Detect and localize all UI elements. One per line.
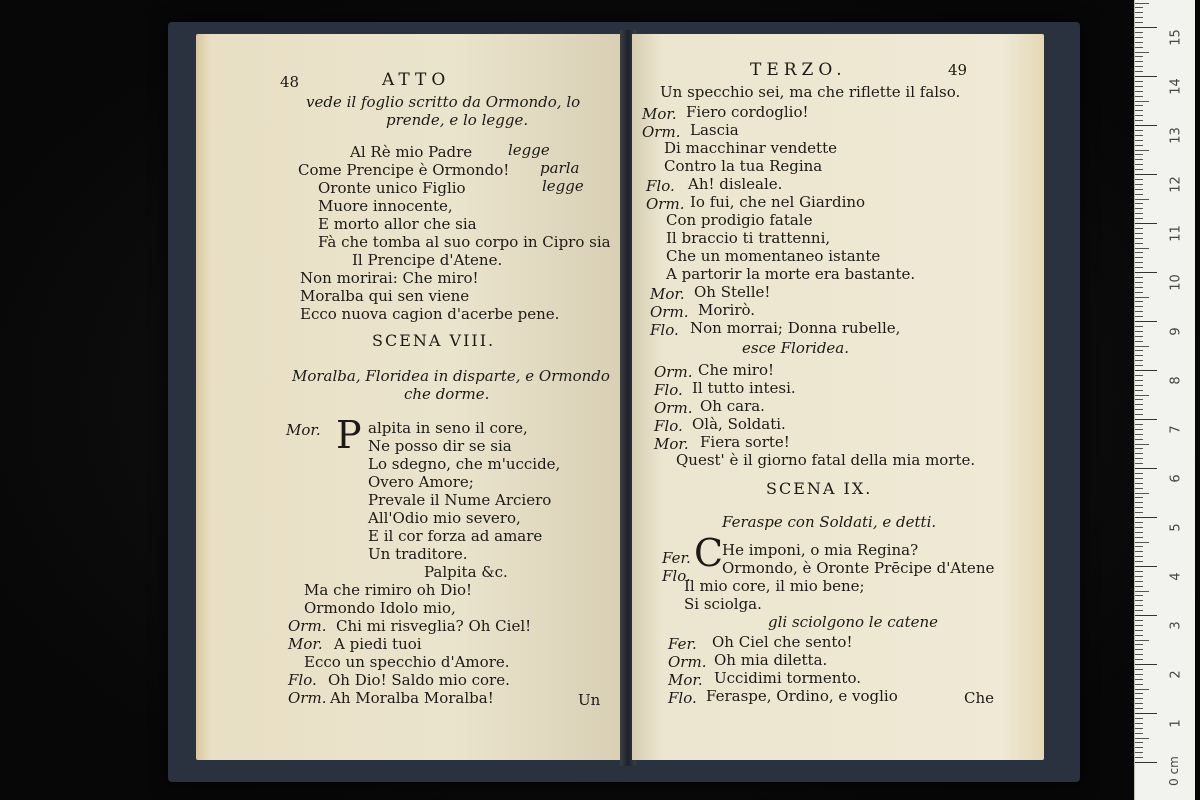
ruler-tick xyxy=(1135,233,1143,234)
speaker-label: Orm. xyxy=(668,653,707,671)
ruler-label: 10 xyxy=(1168,274,1184,291)
verse-line: E il cor forza ad amare xyxy=(368,527,543,545)
ruler-tick xyxy=(1135,7,1143,8)
ruler-tick xyxy=(1135,336,1143,337)
verse-line: Ecco un specchio d'Amore. xyxy=(304,653,510,671)
ruler-label: 8 xyxy=(1168,376,1184,385)
ruler-tick xyxy=(1135,199,1149,200)
ruler-tick xyxy=(1135,120,1143,121)
ruler-tick xyxy=(1135,101,1149,102)
ruler-tick xyxy=(1135,738,1149,739)
ruler-unit-label: 0 cm xyxy=(1166,756,1181,786)
speaker-label: Fer. xyxy=(662,549,691,567)
ruler-tick xyxy=(1135,96,1143,97)
speaker-label: Flo. xyxy=(662,567,691,585)
ruler-tick xyxy=(1135,659,1143,660)
verse-line: Quest' è il giorno fatal della mia morte. xyxy=(676,451,976,469)
ruler-tick xyxy=(1135,615,1157,616)
ruler-tick xyxy=(1135,752,1143,753)
running-head-left: ATTO xyxy=(382,70,451,90)
ruler-tick xyxy=(1135,311,1143,312)
ruler-tick xyxy=(1135,76,1157,77)
ruler-tick xyxy=(1135,600,1143,601)
stage-direction: vede il foglio scritto da Ormondo, lo xyxy=(306,93,581,111)
speaker-label: Orm. xyxy=(288,689,327,707)
ruler-tick xyxy=(1135,169,1143,170)
speaker-label: Fer. xyxy=(668,635,697,653)
ruler-tick xyxy=(1135,22,1143,23)
speaker-label: Mor. xyxy=(642,105,677,123)
ruler-tick xyxy=(1135,664,1157,665)
ruler-tick xyxy=(1135,483,1143,484)
ruler-tick xyxy=(1135,203,1143,204)
ruler-tick xyxy=(1135,444,1149,445)
verse-line: Che un momentaneo istante xyxy=(666,247,881,265)
verse-line: Come Prencipe è Ormondo! xyxy=(298,161,510,179)
ruler-tick xyxy=(1135,282,1143,283)
scene-title: SCENA VIII. xyxy=(372,331,496,350)
ruler-tick xyxy=(1135,115,1143,116)
ruler-tick xyxy=(1135,512,1143,513)
ruler-tick xyxy=(1135,321,1157,322)
ruler-tick xyxy=(1135,439,1143,440)
verse-line: Io fui, che nel Giardino xyxy=(690,193,866,211)
page-number-left: 48 xyxy=(280,73,300,91)
speaker-label: Mor. xyxy=(654,435,689,453)
ruler-tick xyxy=(1135,61,1143,62)
ruler-tick xyxy=(1135,463,1143,464)
verse-line: Oh Dio! Saldo mio core. xyxy=(328,671,510,689)
ruler-tick xyxy=(1135,301,1143,302)
ruler-tick xyxy=(1135,635,1143,636)
ruler-tick xyxy=(1135,488,1143,489)
ruler-tick xyxy=(1135,355,1143,356)
speaker-label: Orm. xyxy=(654,363,693,381)
ruler-tick xyxy=(1135,532,1143,533)
speaker-label: Flo. xyxy=(650,321,679,339)
ruler-tick xyxy=(1135,733,1143,734)
ruler-tick xyxy=(1135,267,1143,268)
ruler-tick xyxy=(1135,576,1143,577)
ruler-tick xyxy=(1135,154,1143,155)
ruler-tick xyxy=(1135,507,1143,508)
ruler-tick xyxy=(1135,189,1143,190)
ruler-tick xyxy=(1135,365,1143,366)
ruler-tick xyxy=(1135,429,1143,430)
ruler-tick xyxy=(1135,517,1157,518)
verse-line: Il mio core, il mio bene; xyxy=(684,577,865,595)
scene-characters: che dorme. xyxy=(404,385,490,403)
ruler-tick xyxy=(1135,448,1143,449)
ruler-tick xyxy=(1135,370,1157,371)
verse-line: Oh Ciel che sento! xyxy=(712,633,853,651)
stage-direction: legge xyxy=(508,141,550,159)
speaker-label: Flo. xyxy=(646,177,675,195)
verse-line: Il tutto intesi. xyxy=(692,379,796,397)
ruler-tick xyxy=(1135,145,1143,146)
ruler-tick xyxy=(1135,262,1143,263)
ruler-tick xyxy=(1135,346,1149,347)
speaker-label: Mor. xyxy=(288,635,323,653)
verse-line: Uccidimi tormento. xyxy=(714,669,861,687)
ruler-tick xyxy=(1135,620,1143,621)
ruler-tick xyxy=(1135,605,1143,606)
ruler-tick xyxy=(1135,243,1143,244)
verse-line: Muore innocente, xyxy=(318,197,453,215)
ruler-tick xyxy=(1135,453,1143,454)
drop-cap: C xyxy=(694,531,724,575)
ruler-tick xyxy=(1135,360,1143,361)
ruler-tick xyxy=(1135,292,1143,293)
ruler-label: 12 xyxy=(1168,176,1184,193)
ruler-tick xyxy=(1135,591,1149,592)
ruler-tick xyxy=(1135,326,1143,327)
ruler-tick xyxy=(1135,71,1143,72)
ruler-tick xyxy=(1135,458,1143,459)
ruler-tick xyxy=(1135,56,1143,57)
speaker-label: Flo. xyxy=(654,417,683,435)
ruler-label: 3 xyxy=(1168,621,1184,630)
catchword: Che xyxy=(964,689,995,707)
ruler-tick xyxy=(1135,747,1143,748)
ruler-tick xyxy=(1135,718,1143,719)
ruler-tick xyxy=(1135,684,1143,685)
ruler-label: 15 xyxy=(1168,29,1184,46)
ruler-tick xyxy=(1135,252,1143,253)
ruler-tick xyxy=(1135,238,1143,239)
ruler-tick xyxy=(1135,297,1149,298)
speaker-label: Orm. xyxy=(654,399,693,417)
verse-line: Non morirai: Che miro! xyxy=(300,269,479,287)
verse-line: Ne posso dir se sia xyxy=(368,437,512,455)
ruler-tick xyxy=(1135,409,1143,410)
ruler-tick xyxy=(1135,380,1143,381)
ruler-tick xyxy=(1135,566,1157,567)
verse-line: Lo sdegno, che m'uccide, xyxy=(368,455,561,473)
ruler-tick xyxy=(1135,674,1143,675)
ruler-tick xyxy=(1135,723,1143,724)
verse-line: Ormondo Idolo mio, xyxy=(304,599,456,617)
ruler-tick xyxy=(1135,468,1157,469)
ruler-tick xyxy=(1135,542,1149,543)
ruler-tick xyxy=(1135,213,1143,214)
verse-line: Feraspe, Ordino, e voglio xyxy=(706,687,898,705)
verse-line: Morirò. xyxy=(698,301,756,319)
verse-line: Non morrai; Donna rubelle, xyxy=(690,319,901,337)
ruler-tick xyxy=(1135,419,1157,420)
ruler-tick xyxy=(1135,218,1143,219)
speaker-label: Orm. xyxy=(650,303,689,321)
ruler-tick xyxy=(1135,125,1157,126)
ruler-tick xyxy=(1135,105,1143,106)
ruler-tick xyxy=(1135,693,1143,694)
verse-line: Un traditore. xyxy=(368,545,468,563)
ruler-tick xyxy=(1135,12,1143,13)
ruler-tick xyxy=(1135,184,1143,185)
left-page xyxy=(196,34,624,760)
verse-line: Lascia xyxy=(690,121,739,139)
ruler-tick xyxy=(1135,3,1149,4)
ruler-tick xyxy=(1135,762,1157,763)
running-head-right: TERZO. xyxy=(750,60,847,80)
drop-cap: P xyxy=(336,413,362,457)
speaker-label: Orm. xyxy=(642,123,681,141)
ruler-tick xyxy=(1135,350,1143,351)
ruler-tick xyxy=(1135,625,1143,626)
verse-line: Con prodigio fatale xyxy=(666,211,813,229)
ruler-tick xyxy=(1135,527,1143,528)
verse-line: Al Rè mio Padre xyxy=(350,143,473,161)
ruler-tick xyxy=(1135,47,1143,48)
ruler-tick xyxy=(1135,164,1143,165)
stage-direction: legge xyxy=(542,177,584,195)
ruler-tick xyxy=(1135,37,1143,38)
ruler-tick xyxy=(1135,493,1149,494)
ruler-tick xyxy=(1135,561,1143,562)
scene-title: SCENA IX. xyxy=(766,479,873,498)
stage-direction: parla xyxy=(540,159,580,177)
verse-line: Il braccio ti trattenni, xyxy=(666,229,831,247)
speaker-label: Orm. xyxy=(288,617,327,635)
verse-line: Ormondo, è Oronte Prēcipe d'Atene xyxy=(722,559,995,577)
stage-direction: gli sciolgono le catene xyxy=(768,613,939,631)
ruler-label: 5 xyxy=(1168,523,1184,532)
speaker-label: Orm. xyxy=(646,195,685,213)
ruler-label: 4 xyxy=(1168,572,1184,581)
ruler-tick xyxy=(1135,228,1143,229)
verse-line: A piedi tuoi xyxy=(334,635,422,653)
ruler-tick xyxy=(1135,728,1143,729)
ruler-tick xyxy=(1135,610,1143,611)
verse-line: Che miro! xyxy=(698,361,775,379)
ruler-tick xyxy=(1135,223,1157,224)
ruler-tick xyxy=(1135,159,1143,160)
ruler-tick xyxy=(1135,135,1143,136)
ruler-label: 6 xyxy=(1168,474,1184,483)
ruler-tick xyxy=(1135,110,1143,111)
ruler-tick xyxy=(1135,341,1143,342)
ruler-tick xyxy=(1135,654,1143,655)
ruler-tick xyxy=(1135,17,1143,18)
page-number-right: 49 xyxy=(948,61,968,79)
ruler-tick xyxy=(1135,757,1143,758)
verse-line: All'Odio mio severo, xyxy=(368,509,521,527)
ruler-tick xyxy=(1135,556,1143,557)
ruler-tick xyxy=(1135,208,1143,209)
ruler-tick xyxy=(1135,640,1149,641)
ruler-tick xyxy=(1135,537,1143,538)
verse-line: Ecco nuova cagion d'acerbe pene. xyxy=(300,305,560,323)
verse-line: Oh mia diletta. xyxy=(714,651,828,669)
ruler-tick xyxy=(1135,81,1143,82)
ruler-tick xyxy=(1135,52,1149,53)
ruler-tick xyxy=(1135,478,1143,479)
ruler-tick xyxy=(1135,248,1149,249)
ruler-tick xyxy=(1135,404,1143,405)
speaker-label: Flo. xyxy=(654,381,683,399)
ruler-tick xyxy=(1135,424,1143,425)
ruler-tick xyxy=(1135,698,1143,699)
verse-line: Ah! disleale. xyxy=(688,175,783,193)
ruler-tick xyxy=(1135,86,1143,87)
ruler-label: 14 xyxy=(1168,78,1184,95)
ruler-tick xyxy=(1135,644,1143,645)
verse-line: Chi mi risveglia? Oh Ciel! xyxy=(336,617,532,635)
ruler-tick xyxy=(1135,331,1143,332)
speaker-label: Mor. xyxy=(286,421,321,439)
ruler-tick xyxy=(1135,140,1143,141)
measuring-ruler xyxy=(1134,0,1195,800)
stage-direction: esce Floridea. xyxy=(742,339,850,357)
ruler-tick xyxy=(1135,375,1143,376)
ruler-tick xyxy=(1135,179,1143,180)
ruler-tick xyxy=(1135,522,1143,523)
ruler-tick xyxy=(1135,306,1143,307)
ruler-tick xyxy=(1135,581,1143,582)
ruler-tick xyxy=(1135,66,1143,67)
ruler-tick xyxy=(1135,546,1143,547)
ruler-tick xyxy=(1135,272,1157,273)
verse-line: Oronte unico Figlio xyxy=(318,179,466,197)
ruler-label: 9 xyxy=(1168,327,1184,336)
verse-line: Il Prencipe d'Atene. xyxy=(352,251,503,269)
ruler-tick xyxy=(1135,595,1143,596)
verse-line: Fiero cordoglio! xyxy=(686,103,809,121)
verse-line: Ah Moralba Moralba! xyxy=(330,689,494,707)
verse-line: Prevale il Nume Arciero xyxy=(368,491,552,509)
speaker-label: Flo. xyxy=(668,689,697,707)
ruler-tick xyxy=(1135,399,1143,400)
ruler-tick xyxy=(1135,669,1143,670)
verse-line: Si sciolga. xyxy=(684,595,762,613)
ruler-tick xyxy=(1135,32,1143,33)
ruler-tick xyxy=(1135,473,1143,474)
ruler-tick xyxy=(1135,174,1157,175)
verse-line: Fà che tomba al suo corpo in Cipro sia xyxy=(318,233,611,251)
ruler-tick xyxy=(1135,257,1143,258)
ruler-tick xyxy=(1135,689,1149,690)
ruler-tick xyxy=(1135,385,1143,386)
ruler-tick xyxy=(1135,649,1143,650)
scene-characters: Moralba, Floridea in disparte, e Ormondo xyxy=(292,367,610,385)
ruler-tick xyxy=(1135,502,1143,503)
verse-line: Moralba qui sen viene xyxy=(300,287,470,305)
ruler-tick xyxy=(1135,703,1143,704)
ruler-tick xyxy=(1135,630,1143,631)
ruler-tick xyxy=(1135,194,1143,195)
ruler-tick xyxy=(1135,571,1143,572)
stage-direction: prende, e lo legge. xyxy=(386,111,529,129)
ruler-label: 11 xyxy=(1168,225,1184,242)
ruler-tick xyxy=(1135,150,1149,151)
ruler-label: 7 xyxy=(1168,425,1184,434)
verse-line: Un specchio sei, ma che riflette il falso. xyxy=(660,83,961,101)
ruler-tick xyxy=(1135,551,1143,552)
ruler-tick xyxy=(1135,390,1143,391)
ruler-tick xyxy=(1135,42,1143,43)
ruler-tick xyxy=(1135,497,1143,498)
verse-line: Oh Stelle! xyxy=(694,283,771,301)
verse-line: Fiera sorte! xyxy=(700,433,790,451)
ruler-tick xyxy=(1135,586,1143,587)
ruler-label: 13 xyxy=(1168,127,1184,144)
ruler-tick xyxy=(1135,713,1157,714)
verse-line: E morto allor che sia xyxy=(318,215,477,233)
catchword: Un xyxy=(578,691,601,709)
ruler-tick xyxy=(1135,27,1157,28)
verse-line: A partorir la morte era bastante. xyxy=(666,265,916,283)
verse-line: Palpita &c. xyxy=(424,563,508,581)
ruler-tick xyxy=(1135,434,1143,435)
speaker-label: Mor. xyxy=(650,285,685,303)
ruler-tick xyxy=(1135,316,1143,317)
ruler-tick xyxy=(1135,742,1143,743)
ruler-tick xyxy=(1135,287,1143,288)
ruler-tick xyxy=(1135,277,1143,278)
verse-line: Contro la tua Regina xyxy=(664,157,823,175)
right-page xyxy=(632,34,1044,760)
verse-line: Di macchinar vendette xyxy=(664,139,837,157)
verse-line: He imponi, o mia Regina? xyxy=(722,541,919,559)
ruler-tick xyxy=(1135,679,1143,680)
verse-line: Oh cara. xyxy=(700,397,765,415)
speaker-label: Mor. xyxy=(668,671,703,689)
verse-line: alpita in seno il core, xyxy=(368,419,528,437)
ruler-tick xyxy=(1135,708,1143,709)
speaker-label: Flo. xyxy=(288,671,317,689)
scene-characters: Feraspe con Soldati, e detti. xyxy=(722,513,937,531)
ruler-tick xyxy=(1135,414,1143,415)
ruler-tick xyxy=(1135,130,1143,131)
verse-line: Overo Amore; xyxy=(368,473,474,491)
ruler-label: 2 xyxy=(1168,670,1184,679)
ruler-tick xyxy=(1135,395,1149,396)
ruler-label: 1 xyxy=(1168,719,1184,728)
ruler-tick xyxy=(1135,91,1143,92)
verse-line: Ma che rimiro oh Dio! xyxy=(304,581,473,599)
verse-line: Olà, Soldati. xyxy=(692,415,786,433)
